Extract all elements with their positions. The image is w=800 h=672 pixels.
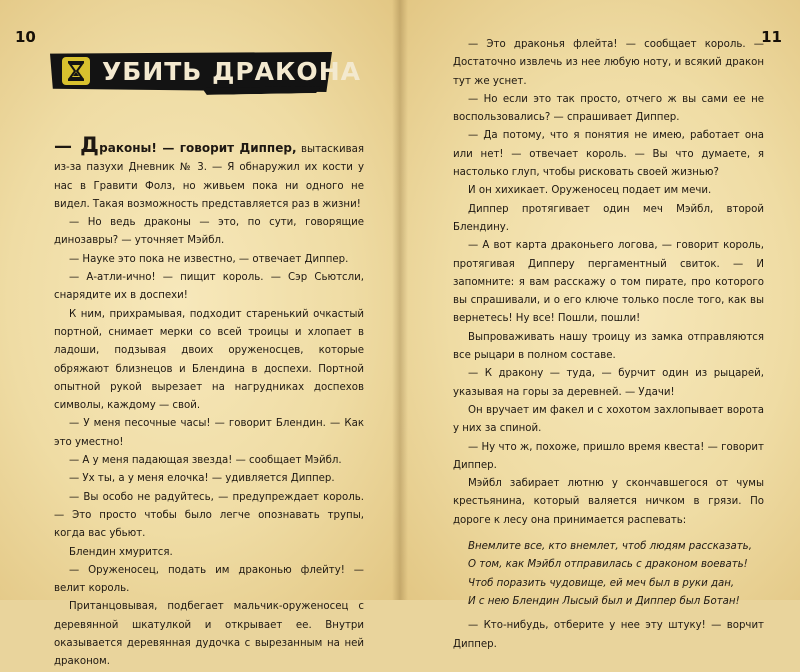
paragraph: — Драконы! — говорит Диппер, вытаскивая из-за пазухи Дневник № 3. — Я обнаружил их кости у нас в Гравити Фолз, но живьем пока ни одного не видел. Такая возможность представляется раз в жизни! [54, 133, 365, 210]
paragraph: — Кто-нибудь, отберите у нее эту штуку! — ворчит Диппер. [453, 620, 764, 650]
page-number-left: 10 [15, 28, 36, 46]
paragraph: — К дракону — туда, — бурчит один из рыцарей, указывая на горы за деревней. — Удачи! [453, 368, 764, 398]
hourglass-icon [62, 57, 90, 85]
paragraph: Пританцовывая, подбегает мальчик-оруженосец с деревянной шкатулкой и открывает ее. Внутри оказывается деревянная дудочка с вырезанным на ней драконом. [54, 601, 364, 668]
paragraph: — Науке это пока не известно, — отвечает Диппер. [69, 253, 349, 265]
verse-line: О том, как Мэйбл отправилась с драконом воевать! [468, 559, 748, 571]
left-page [0, 0, 400, 668]
book-gutter [392, 0, 408, 600]
paragraph: — Ух ты, а у меня елочка! — удивляется Диппер. [69, 473, 335, 485]
paragraph: Диппер протягивает один меч Мэйбл, второй Блендину. [453, 203, 764, 233]
chapter-title: УБИТЬ ДРАКОНА [102, 57, 361, 86]
paragraph: — У меня песочные часы! — говорит Блендин. — Как это уместно! [54, 418, 364, 448]
lead-phrase: раконы! — говорит Диппер, [99, 141, 297, 155]
lead-dash: — [54, 136, 81, 157]
verse-line: И с нею Блендин Лысый был и Диппер был Ботан! [468, 595, 740, 607]
left-text-column [54, 133, 365, 672]
paragraph: — Оруженосец, подать им драконью флейту! — велит король. [54, 564, 364, 595]
drop-cap: Д [80, 133, 100, 157]
paragraph: — А вот карта драконьего логова, — говорит король, протягивая Дипперу пергаментный свиток. — И запомните: я вам расскажу о том пирате, про которого вы спрашивали, и о его ключе только после того, как вы вернетесь! Ну все! Пошли, пошли! [453, 240, 764, 325]
paragraph: — Но ведь драконы — это, по сути, говорящие динозавры? — уточняет Мэйбл. [54, 217, 364, 247]
verse-line: Чтоб поразить чудовище, ей меч был в руки дан, [468, 577, 735, 589]
paragraph: Мэйбл забирает лютню у скончавшегося от чумы крестьянина, который валяется ничком в грязи. По дороге к лесу она принимается распевать: [453, 478, 764, 526]
paragraph: — А у меня падающая звезда! — сообщает Мэйбл. [69, 455, 342, 467]
right-page [400, 0, 800, 650]
paragraph: — Вы особо не радуйтесь, — предупреждает король. — Это просто чтобы было легче опознавать трупы, когда вас убьют. [54, 491, 364, 540]
paragraph: — Да потому, что я понятия не имею, работает она или нет! — отвечает король. — Вы что думаете, я настолько глуп, чтобы рисковать своей жизнью? [453, 130, 764, 179]
paragraph: — Ну что ж, похоже, пришло время квеста! — говорит Диппер. [453, 441, 764, 471]
paragraph: — Это драконья флейта! — сообщает король. — Достаточно извлечь из нее любую ноту, и всякий дракон тут же уснет. [453, 39, 764, 87]
verse-line: Внемлите все, кто внемлет, чтоб людям рассказать, [468, 541, 752, 553]
page-number-right: 11 [761, 28, 782, 46]
paragraph: Он вручает им факел и с хохотом захлопывает ворота у них за спиной. [453, 404, 764, 435]
paragraph: К ним, прихрамывая, подходит старенький очкастый портной, снимает мерки со всей троицы и хлопает в ладоши, подзывая двоих оруженосцев, которые обряжают близнецов и Блендина в доспехи. Портной опытной рукой вырезает на нагрудниках доспехов символы, каждому — свой. [54, 308, 364, 412]
right-text-column [453, 36, 764, 654]
paragraph: И он хихикает. Оруженосец подает им мечи. [468, 185, 712, 197]
paragraph: — Но если это так просто, отчего ж вы сами ее не воспользовались? — спрашивает Диппер. [453, 93, 764, 124]
paragraph: Выпроваживать нашу троицу из замка отправляются все рыцари в полном составе. [453, 331, 764, 362]
chapter-banner [50, 52, 361, 92]
song-verse [453, 538, 764, 611]
paragraph: Блендин хмурится. [69, 546, 173, 558]
paragraph: — А-атли-ично! — пищит король. — Сэр Сьютсли, снарядите их в доспехи! [54, 272, 364, 302]
